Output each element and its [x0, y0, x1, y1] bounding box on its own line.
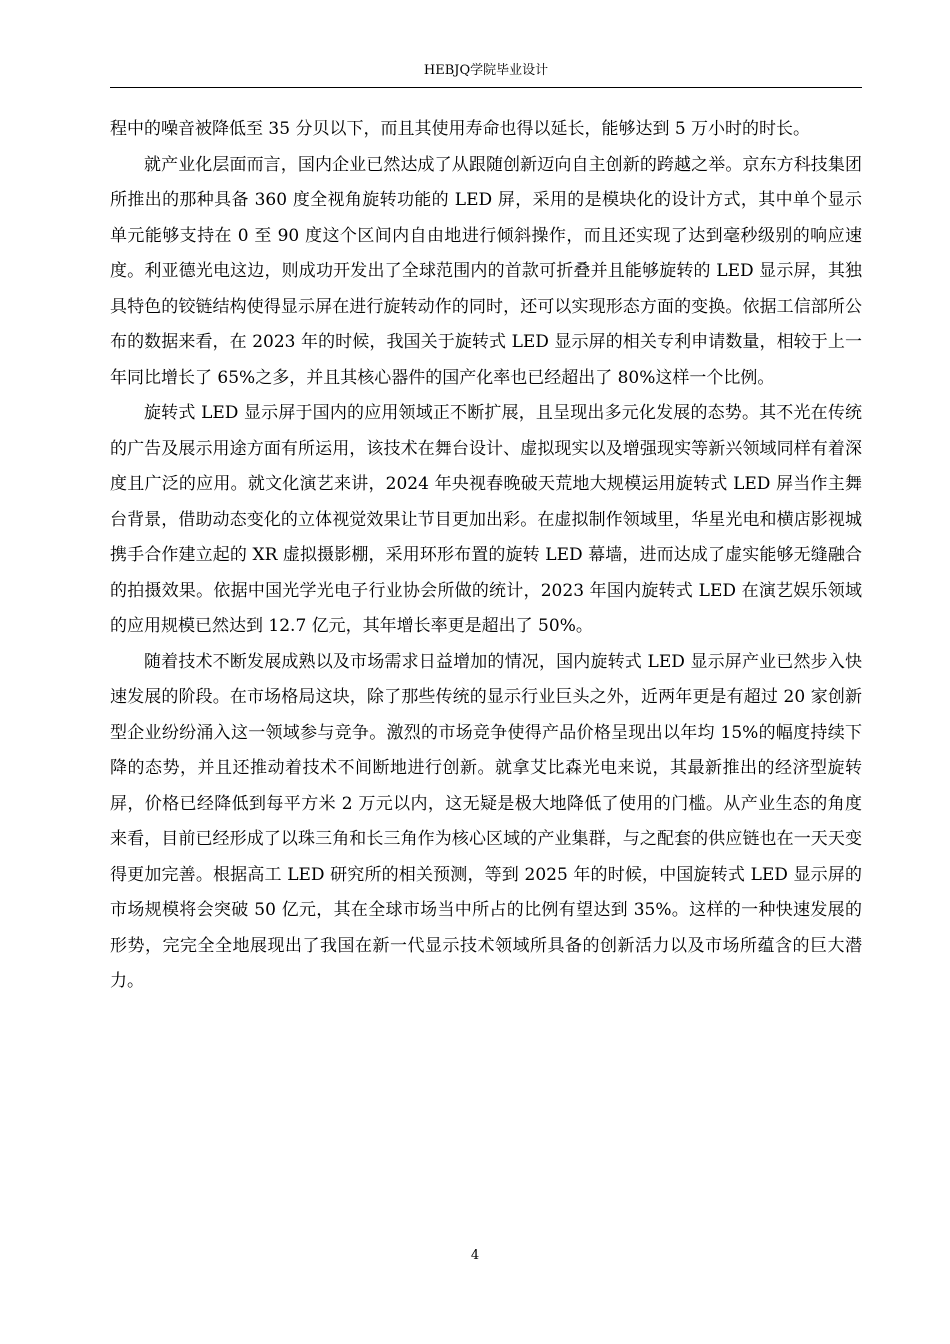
paragraph-industrialization: 就产业化层面而言，国内企业已然达成了从跟随创新迈向自主创新的跨越之举。京东方科技集团所推出的那种具备 360 度全视角旋转功能的 LED 屏，采用的是模块化的设计方式，其中单个显示单元能够支持在 0 至 90 度这个区间内自由地进行倾斜操作，而且还实现了达到毫秒级别的响应速度。利亚德光电这边，则成功开发出了全球范围内的首款可折叠并且能够旋转的 LED 显示屏，其独具特色的铰链结构使得显示屏在进行旋转动作的同时，还可以实现形态方面的变换。依据工信部所公布的数据来看，在 2023 年的时候，我国关于旋转式 LED 显示屏的相关专利申请数量，相较于上一年同比增长了 65%之多，并且其核心器件的国产化率也已经超出了 80%这样一个比例。: [110, 154, 862, 388]
paragraph-applications: 旋转式 LED 显示屏于国内的应用领域正不断扩展，且呈现出多元化发展的态势。其不光在传统的广告及展示用途方面有所运用，该技术在舞台设计、虚拟现实以及增强现实等新兴领域同样有着深度且广泛的应用。就文化演艺来讲，2024 年央视春晚破天荒地大规模运用旋转式 LED 屏当作主舞台背景，借助动态变化的立体视觉效果让节目更加出彩。在虚拟制作领域里，华星光电和横店影视城携手合作建立起的 XR 虚拟摄影棚，采用环形布置的旋转 LED 幕墙，进而达成了虚实能够无缝融合的拍摄效果。依据中国光学光电子行业协会所做的统计，2023 年国内旋转式 LED 在演艺娱乐领域的应用规模已然达到 12.7 亿元，其年增长率更是超出了 50%。: [110, 403, 862, 636]
page-number: 4: [470, 1248, 480, 1263]
header-divider: [110, 87, 862, 88]
body-text: [110, 112, 862, 1000]
page-header: HEBJQ学院毕业设计: [423, 63, 549, 78]
paragraph-continued: 程中的噪音被降低至 35 分贝以下，而且其使用寿命也得以延长，能够达到 5 万小时的时长。: [110, 119, 811, 139]
paragraph-market: 随着技术不断发展成熟以及市场需求日益增加的情况，国内旋转式 LED 显示屏产业已然步入快速发展的阶段。在市场格局这块，除了那些传统的显示行业巨头之外，近两年更是有超过 20 家创新型企业纷纷涌入这一领域参与竞争。激烈的市场竞争使得产品价格呈现出以年均 15%的幅度持续下降的态势，并且还推动着技术不间断地进行创新。就拿艾比森光电来说，其最新推出的经济型旋转屏，价格已经降低到每平方米 2 万元以内，这无疑是极大地降低了使用的门槛。从产业生态的角度来看，目前已经形成了以珠三角和长三角作为核心区域的产业集群，与之配套的供应链也在一天天变得更加完善。根据高工 LED 研究所的相关预测，等到 2025 年的时候，中国旋转式 LED 显示屏的市场规模将会突破 50 亿元，其在全球市场当中所占的比例有望达到 35%。这样的一种快速发展的形势，完完全全地展现出了我国在新一代显示技术领域所具备的创新活力以及市场所蕴含的巨大潜力。: [110, 651, 862, 991]
